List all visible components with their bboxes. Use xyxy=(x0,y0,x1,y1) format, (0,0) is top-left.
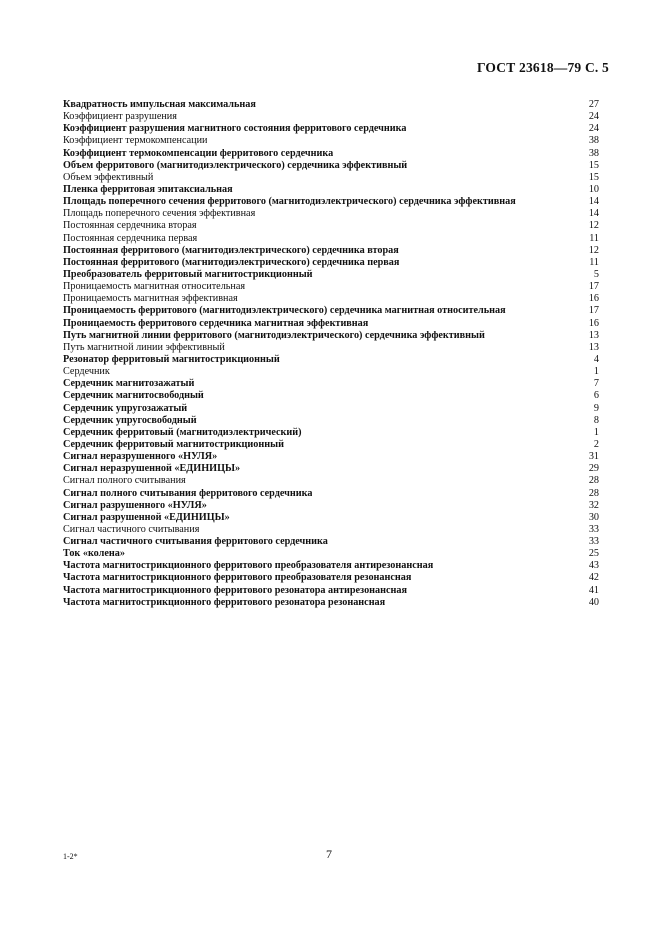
index-term: Сигнал неразрушенной «ЕДИНИЦЫ» xyxy=(63,463,241,475)
index-page-ref: 28 xyxy=(588,487,599,499)
footer-sheet-mark: 1-2* xyxy=(63,852,78,861)
index-term: Сердечник ферритовый (магнитодиэлектрический) xyxy=(63,426,302,438)
index-page-ref: 13 xyxy=(588,341,599,353)
index-page-ref: 12 xyxy=(588,220,599,232)
index-entry xyxy=(63,245,599,257)
index-term: Сердечник упругозажатый xyxy=(63,402,188,414)
index-entry xyxy=(63,148,599,160)
index-entry xyxy=(63,378,599,390)
index-page-ref: 4 xyxy=(593,353,599,365)
index-page-ref: 14 xyxy=(588,196,599,208)
index-page-ref: 41 xyxy=(588,584,599,596)
index-entry xyxy=(63,123,599,135)
index-term: Коэффициент разрушения xyxy=(63,111,177,123)
index-term: Сердечник xyxy=(63,366,110,378)
index-page-ref: 42 xyxy=(588,572,599,584)
index-entry xyxy=(63,451,599,463)
page-header: ГОСТ 23618—79 С. 5 xyxy=(476,60,609,75)
index-term: Коэффициент термокомпенсации ферритового сердечника xyxy=(63,147,334,159)
index-entry xyxy=(63,160,599,172)
index-term: Сигнал разрушенной «ЕДИНИЦЫ» xyxy=(63,511,230,523)
index-page-ref: 24 xyxy=(588,111,599,123)
index-page-ref: 25 xyxy=(588,548,599,560)
index-page-ref: 27 xyxy=(588,99,599,110)
index-term: Сердечник магнитосвободный xyxy=(63,390,204,402)
index-term: Сердечник упругосвободный xyxy=(63,414,197,426)
index-entry xyxy=(63,512,599,524)
index-entry xyxy=(63,196,599,208)
index-term: Ток «колена» xyxy=(63,548,125,560)
index-entry xyxy=(63,560,599,572)
index-term: Сигнал полного считывания ферритового сердечника xyxy=(63,487,313,499)
index-entry xyxy=(63,463,599,475)
index-term: Частота магнитострикционного ферритового резонатора антирезонансная xyxy=(63,584,408,596)
index-entry xyxy=(63,184,599,196)
index-term: Частота магнитострикционного ферритового резонатора резонансная xyxy=(63,596,386,608)
index-entry xyxy=(63,233,599,245)
term-index xyxy=(63,99,599,609)
index-entry xyxy=(63,318,599,330)
index-term: Сердечник магнитозажатый xyxy=(63,378,195,390)
index-term: Проницаемость ферритового сердечника магнитная эффективная xyxy=(63,317,369,329)
index-page-ref: 16 xyxy=(588,293,599,305)
index-term: Объем эффективный xyxy=(63,171,154,183)
index-page-ref: 15 xyxy=(588,171,599,183)
index-term: Постоянная ферритового (магнитодиэлектрического) сердечника первая xyxy=(63,256,400,268)
index-page-ref: 33 xyxy=(588,523,599,535)
index-entry xyxy=(63,172,599,184)
index-page-ref: 15 xyxy=(588,159,599,171)
index-page-ref: 24 xyxy=(588,123,599,135)
index-page-ref: 5 xyxy=(593,268,599,280)
index-term: Резонатор ферритовый магнитострикционный xyxy=(63,353,280,365)
index-entry xyxy=(63,427,599,439)
index-term: Частота магнитострикционного ферритового преобразователя резонансная xyxy=(63,572,412,584)
index-term: Площадь поперечного сечения ферритового (магнитодиэлектрического) сердечника эффективная xyxy=(63,196,516,208)
index-entry xyxy=(63,342,599,354)
index-page-ref: 9 xyxy=(593,402,599,414)
index-term: Постоянная сердечника первая xyxy=(63,232,198,244)
index-entry xyxy=(63,111,599,123)
index-page-ref: 17 xyxy=(588,281,599,293)
index-term: Квадратность импульсная максимальная xyxy=(63,99,256,110)
index-entry xyxy=(63,524,599,536)
index-entry xyxy=(63,403,599,415)
index-entry xyxy=(63,208,599,220)
index-term: Частота магнитострикционного ферритового преобразователя антирезонансная xyxy=(63,560,434,572)
index-term: Преобразователь ферритовый магнитострикционный xyxy=(63,268,313,280)
index-term: Сигнал неразрушенного «НУЛЯ» xyxy=(63,451,218,463)
index-entry xyxy=(63,475,599,487)
index-page-ref: 11 xyxy=(589,256,599,268)
index-entry xyxy=(63,257,599,269)
index-page-ref: 8 xyxy=(593,414,599,426)
index-term: Сигнал частичного считывания xyxy=(63,523,200,535)
index-term: Коэффициент разрушения магнитного состояния ферритового сердечника xyxy=(63,123,407,135)
index-entry xyxy=(63,548,599,560)
index-entry xyxy=(63,99,599,111)
index-term: Объем ферритового (магнитодиэлектрического) сердечника эффективный xyxy=(63,159,408,171)
index-term: Проницаемость ферритового (магнитодиэлектрического) сердечника магнитная относительная xyxy=(63,305,506,317)
index-page-ref: 14 xyxy=(588,208,599,220)
index-term: Постоянная сердечника вторая xyxy=(63,220,197,232)
index-page-ref: 6 xyxy=(593,390,599,402)
index-entry xyxy=(63,354,599,366)
index-page-ref: 1 xyxy=(593,426,599,438)
index-entry xyxy=(63,500,599,512)
index-page-ref: 12 xyxy=(588,244,599,256)
index-page-ref: 38 xyxy=(588,135,599,147)
index-entry xyxy=(63,572,599,584)
index-page-ref: 13 xyxy=(588,329,599,341)
index-term: Сигнал разрушенного «НУЛЯ» xyxy=(63,499,207,511)
index-page-ref: 11 xyxy=(589,232,599,244)
index-entry xyxy=(63,390,599,402)
index-entry xyxy=(63,536,599,548)
index-page-ref: 29 xyxy=(588,463,599,475)
index-entry xyxy=(63,220,599,232)
index-entry xyxy=(63,281,599,293)
index-page-ref: 38 xyxy=(588,147,599,159)
index-entry xyxy=(63,366,599,378)
index-term: Проницаемость магнитная эффективная xyxy=(63,293,238,305)
index-page-ref: 16 xyxy=(588,317,599,329)
index-term: Постоянная ферритового (магнитодиэлектрического) сердечника вторая xyxy=(63,244,399,256)
index-page-ref: 43 xyxy=(588,560,599,572)
index-entry xyxy=(63,269,599,281)
index-term: Сигнал полного считывания xyxy=(63,475,186,487)
index-entry xyxy=(63,293,599,305)
index-page-ref: 17 xyxy=(588,305,599,317)
index-entry xyxy=(63,305,599,317)
index-entry xyxy=(63,135,599,147)
index-entry xyxy=(63,597,599,609)
index-page-ref: 30 xyxy=(588,511,599,523)
index-page-ref: 31 xyxy=(588,451,599,463)
index-term: Сигнал частичного считывания ферритового сердечника xyxy=(63,536,328,548)
index-term: Путь магнитной линии эффективный xyxy=(63,341,225,353)
index-page-ref: 1 xyxy=(593,366,599,378)
index-entry xyxy=(63,488,599,500)
index-term: Проницаемость магнитная относительная xyxy=(63,281,246,293)
footer-page-number: 7 xyxy=(326,847,332,861)
index-page-ref: 2 xyxy=(593,438,599,450)
index-page-ref: 7 xyxy=(593,378,599,390)
index-term: Площадь поперечного сечения эффективная xyxy=(63,208,256,220)
index-term: Сердечник ферритовый магнитострикционный xyxy=(63,438,284,450)
index-page-ref: 32 xyxy=(588,499,599,511)
index-term: Путь магнитной линии ферритового (магнитодиэлектрического) сердечника эффективный xyxy=(63,329,485,341)
index-entry xyxy=(63,330,599,342)
index-page-ref: 10 xyxy=(588,183,599,195)
index-page-ref: 28 xyxy=(588,475,599,487)
index-entry xyxy=(63,585,599,597)
index-entry xyxy=(63,439,599,451)
index-term: Коэффициент термокомпенсации xyxy=(63,135,208,147)
index-entry xyxy=(63,415,599,427)
index-term: Пленка ферритовая эпитаксиальная xyxy=(63,183,233,195)
index-page-ref: 40 xyxy=(588,596,599,608)
index-page-ref: 33 xyxy=(588,536,599,548)
